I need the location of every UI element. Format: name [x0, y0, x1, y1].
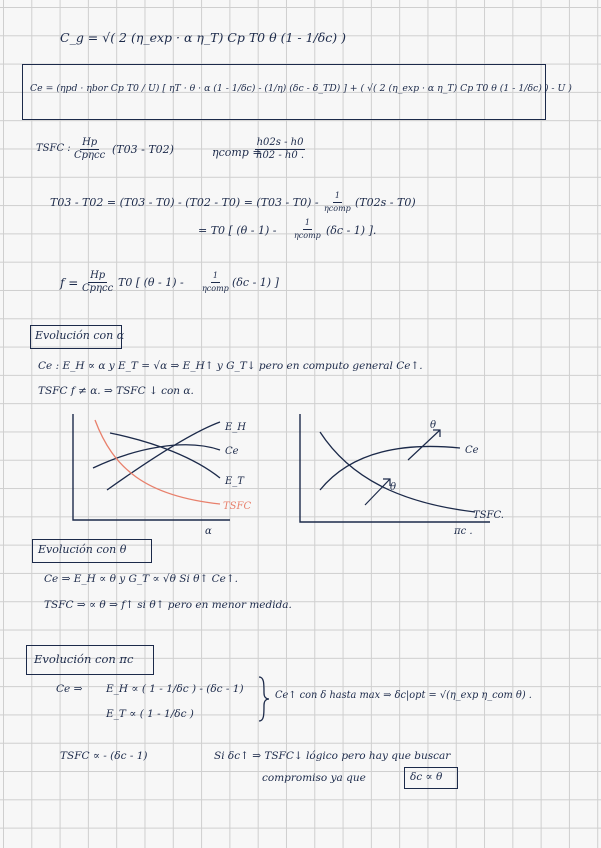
section-pic-compromiso: compromiso ya que: [262, 772, 366, 784]
f-lhs: f =: [60, 276, 79, 290]
plot-pic-axes: [300, 414, 490, 522]
section-pic-right: Ce↑ con δ hasta max ⇒ δc|opt = √(η_exp η_com θ) .: [275, 690, 532, 701]
ncomp-den: h02 - h0 .: [256, 150, 305, 161]
section-alpha-tsfc: TSFC f ≠ α. ⇒ TSFC ↓ con α.: [38, 385, 194, 397]
t-line2-end: (δc - 1) ].: [326, 224, 377, 237]
plot-pic-label-ce: Ce: [465, 445, 479, 456]
ce-formula: Ce = (ηpd · ηbor Cp T0 / U) [ ηT · θ · α (1 - 1/δc) - (1/η) (δc - δ_TD) ] + ( √( 2 (η_exp · α η_T) Cp T0 θ (1 - 1/δc) ) - U ): [30, 83, 572, 94]
cg-formula: C_g = √( 2 (η_exp · α η_T) Cp T0 θ (1 - 1/δc) ): [60, 30, 347, 45]
plot-alpha-x-label: α: [205, 526, 212, 537]
tsfc-frac-den: Cpηcc: [74, 150, 106, 161]
f-fraction-2: 1 ηcomp: [202, 271, 229, 293]
section-pic-brace: [258, 675, 270, 723]
section-pic-eh: E_H ∝ ( 1 - 1/δc ) - (δc - 1): [106, 683, 244, 695]
f-fraction: Hp Cpηcc: [82, 270, 114, 294]
tsfc-fraction: [72, 137, 107, 162]
t-line2-fraction: 1 ηcomp: [294, 218, 321, 240]
section-pic-si: Si δc↑ ⇒ TSFC↓ lógico pero hay que buscar: [214, 750, 451, 762]
section-theta-tsfc: TSFC ⇒ ∝ θ ⇒ f↑ si θ↑ pero en menor medida.: [44, 599, 292, 611]
plot-pic-arrow-2: [365, 479, 390, 505]
ncomp-fraction: [254, 137, 306, 162]
section-pic-result: δc ∝ θ: [410, 771, 443, 783]
t-line1: T03 - T02 = (T03 - T0) - (T02 - T0) = (T03 - T0) -: [50, 196, 319, 209]
ncomp-num: h02s - h0: [256, 137, 304, 148]
ncomp-label: ηcomp =: [212, 146, 262, 159]
section-alpha-title: Evolución con α: [35, 329, 125, 342]
plot-pic-marker-1: θ: [430, 420, 437, 431]
t-line1-end: (T02s - T0): [355, 196, 416, 209]
section-alpha-ce: Ce : E_H ∝ α y E_T = √α ⇒ E_H↑ y G_T↓ pero en computo general Ce↑.: [38, 360, 423, 372]
section-pic-et: E_T ∝ ( 1 - 1/δc ): [106, 708, 194, 720]
plot-alpha: [55, 408, 270, 538]
plot-pic-label-tsfc: TSFC.: [473, 510, 504, 521]
tsfc-label: TSFC :: [36, 143, 71, 154]
tsfc-frac-num: Hp: [82, 137, 98, 148]
plot-alpha-curve-tsfc: [95, 420, 220, 504]
plot-alpha-label-tsfc: TSFC: [223, 501, 252, 512]
tsfc-rest: (T03 - T02): [112, 143, 174, 156]
section-pic-tsfc: TSFC ∝ - (δc - 1): [60, 750, 148, 762]
section-pic-title: Evolución con πc: [34, 652, 134, 666]
section-pic-ce-lhs: Ce ⇒: [56, 683, 83, 695]
f-end: (δc - 1) ]: [232, 276, 279, 289]
plot-alpha-curve-et: [110, 433, 220, 478]
plot-pic: [290, 408, 510, 538]
section-theta-ce: Ce ⇒ E_H ∝ θ y G_T ∝ √θ Si θ↑ Ce↑.: [44, 573, 239, 585]
f-mid: T0 [ (θ - 1) -: [118, 276, 184, 289]
t-line1-fraction: 1 ηcomp: [324, 191, 351, 213]
plot-alpha-label-et: E_T: [225, 476, 244, 487]
plot-pic-x-label: πc .: [454, 526, 473, 537]
plot-pic-marker-2: θ: [390, 482, 397, 493]
t-line2: = T0 [ (θ - 1) -: [198, 224, 277, 237]
plot-pic-curve-tsfc: [320, 432, 475, 512]
plot-alpha-label-ce: Ce: [225, 446, 239, 457]
section-theta-title: Evolución con θ: [38, 543, 127, 556]
plot-pic-arrow-1: [408, 430, 440, 460]
plot-alpha-label-eh: E_H: [225, 422, 247, 433]
